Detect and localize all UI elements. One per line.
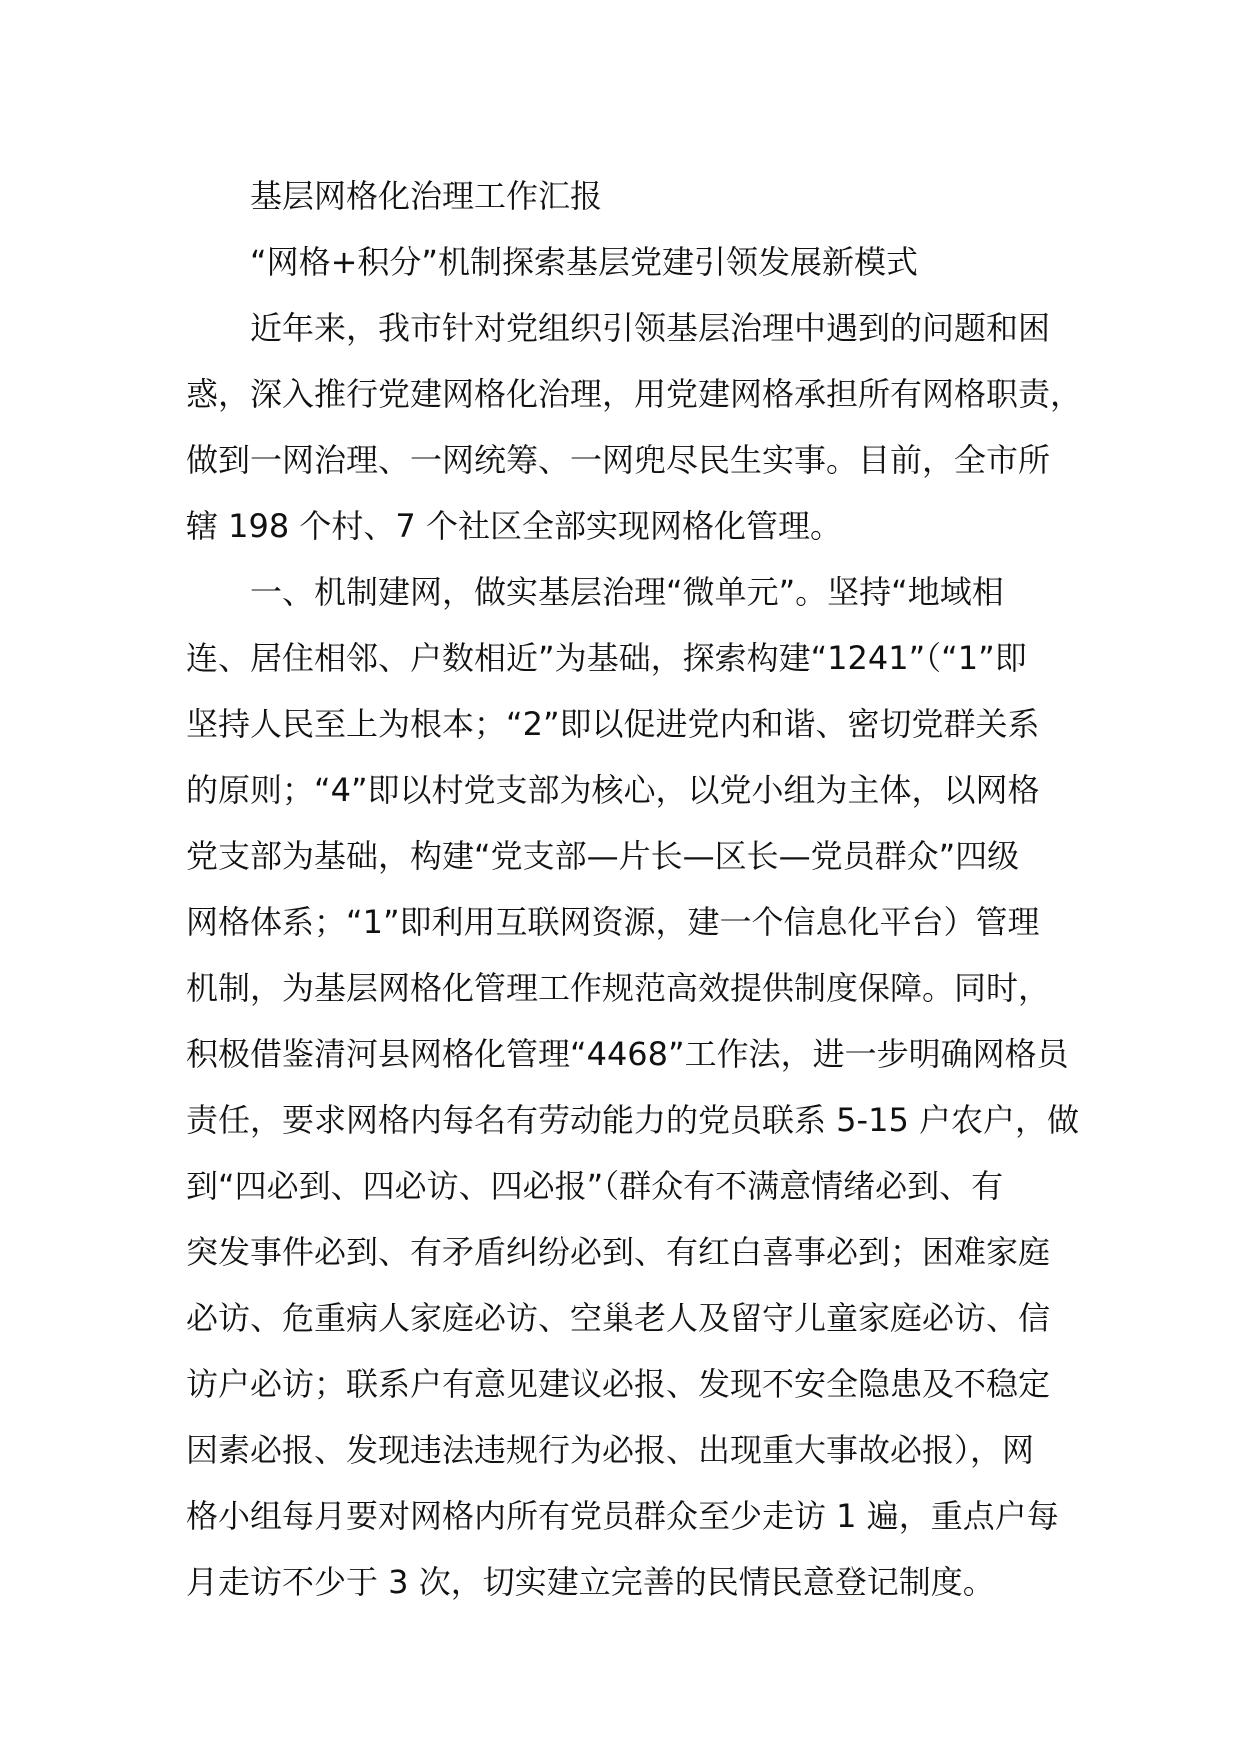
- paragraph-1-line: 辖 198 个村、7 个社区全部实现网格化管理。: [186, 507, 842, 545]
- paragraph-2-line: 党支部为基础，构建“党支部—片长—区长—党员群众”四级: [186, 837, 1020, 875]
- paragraph-1-line: 做到一网治理、一网统筹、一网兜尽民生实事。目前，全市所: [186, 441, 1051, 479]
- paragraph-2-line: 因素必报、发现违法违规行为必报、出现重大事故必报），网: [186, 1431, 1035, 1469]
- paragraph-2-line: 积极借鉴清河县网格化管理“4468”工作法，进一步明确网格员: [186, 1035, 1069, 1073]
- paragraph-2-line: 连、居住相邻、户数相近”为基础，探索构建“1241”（“1”即: [186, 639, 1027, 677]
- paragraph-2-line: 责任，要求网格内每名有劳动能力的党员联系 5-15 户农户，做: [186, 1101, 1079, 1139]
- paragraph-1-line: 惑，深入推行党建网格化治理，用党建网格承担所有网格职责，: [186, 375, 1083, 413]
- paragraph-2-line: 一、机制建网，做实基层治理“微单元”。坚持“地域相: [250, 573, 1004, 611]
- paragraph-2-line: 访户必访；联系户有意见建议必报、发现不安全隐患及不稳定: [186, 1365, 1051, 1403]
- document-title: 基层网格化治理工作汇报: [250, 177, 603, 215]
- paragraph-2-line: 的原则；“4”即以村党支部为核心，以党小组为主体，以网格: [186, 771, 1040, 809]
- paragraph-2-line: 机制，为基层网格化管理工作规范高效提供制度保障。同时，: [186, 969, 1051, 1007]
- paragraph-2-line: 网格体系；“1”即利用互联网资源，建一个信息化平台）管理: [186, 903, 1040, 941]
- document-subtitle: “网格+积分”机制探索基层党建引领发展新模式: [250, 243, 918, 281]
- paragraph-2-line: 突发事件必到、有矛盾纠纷必到、有红白喜事必到；困难家庭: [186, 1233, 1051, 1271]
- paragraph-2-line: 必访、危重病人家庭必访、空巢老人及留守儿童家庭必访、信: [186, 1299, 1051, 1337]
- paragraph-1-line: 近年来，我市针对党组织引领基层治理中遇到的问题和困: [250, 309, 1051, 347]
- paragraph-2-line: 坚持人民至上为根本；“2”即以促进党内和谐、密切党群关系: [186, 705, 1040, 743]
- paragraph-2-line: 格小组每月要对网格内所有党员群众至少走访 1 遍，重点户每: [186, 1497, 1059, 1535]
- paragraph-2-line: 月走访不少于 3 次，切实建立完善的民情民意登记制度。: [186, 1563, 995, 1601]
- paragraph-2-line: 到“四必到、四必访、四必报”（群众有不满意情绪必到、有: [186, 1167, 1004, 1205]
